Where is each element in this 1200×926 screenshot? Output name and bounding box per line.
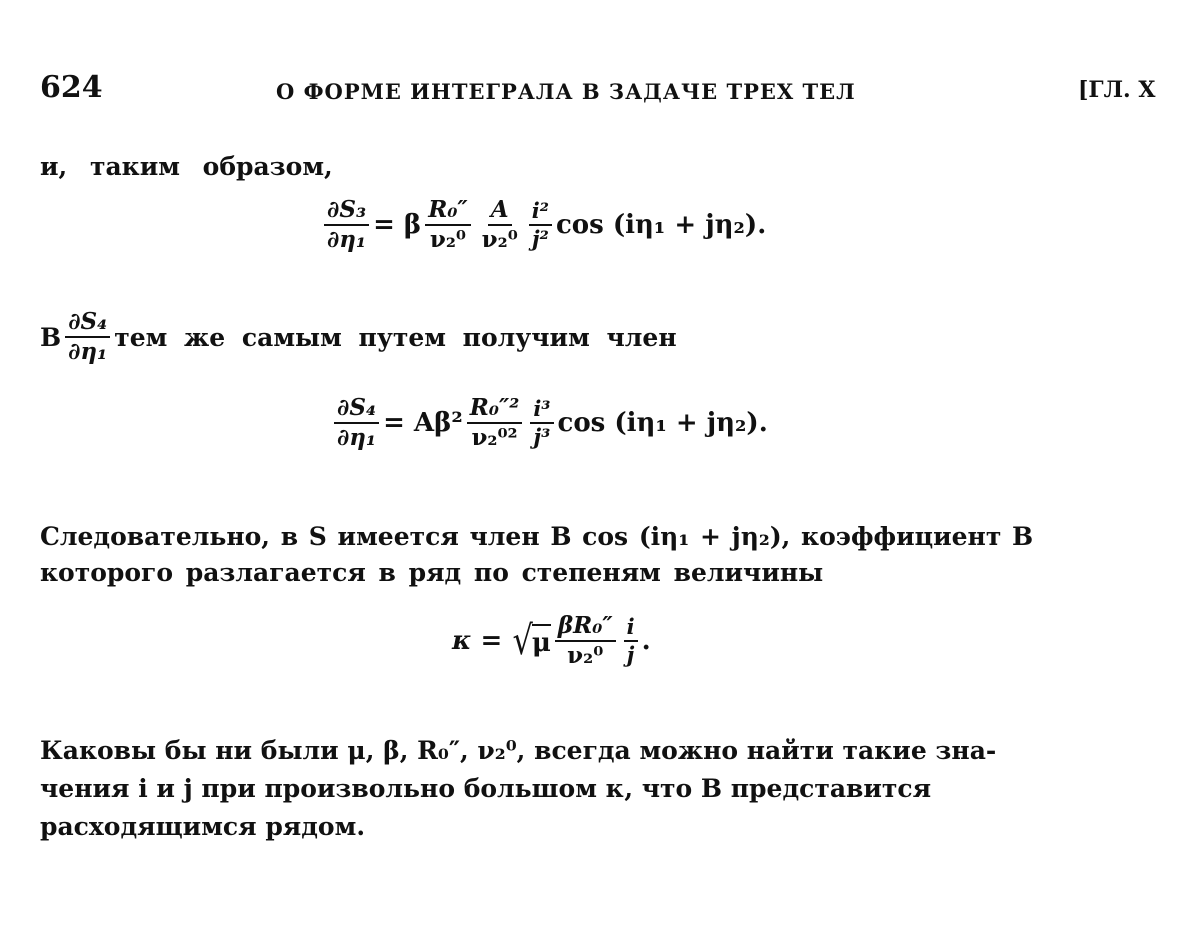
- para2-frac-denominator: ∂η₁: [68, 338, 108, 366]
- eq1-fraction-3: [529, 200, 552, 250]
- eq3-tail: .: [641, 626, 651, 657]
- eq2-f2-denominator: j³: [533, 424, 551, 450]
- equation-1: [320, 198, 766, 252]
- eq3-f1-numerator: βR₀″: [555, 614, 616, 642]
- eq3-fraction-2: [624, 616, 638, 666]
- radical-sign: √: [512, 618, 534, 665]
- eq3-f1-denominator: ν₂⁰: [567, 642, 604, 670]
- eq1-lhs-fraction: [324, 198, 369, 252]
- eq2-coefficient: = Aβ²: [383, 408, 463, 439]
- eq2-lhs-denominator: ∂η₁: [337, 424, 377, 452]
- eq3-f2-numerator: i: [624, 616, 638, 642]
- paragraph-4-line-2: чения i и j при произвольно большом κ, что B представится: [40, 774, 932, 803]
- eq2-tail: cos (iη₁ + jη₂).: [557, 408, 768, 439]
- eq2-fraction-1: [467, 396, 523, 450]
- eq1-f1-numerator: R₀″: [425, 198, 470, 226]
- paragraph-2: [40, 310, 677, 364]
- equation-2: [330, 396, 768, 450]
- eq3-fraction-1: [555, 614, 616, 668]
- eq2-fraction-2: [530, 398, 553, 448]
- para2-fraction: [65, 310, 110, 364]
- eq3-radicand: μ: [532, 624, 551, 658]
- paragraph-4-line-3: расходящимся рядом.: [40, 812, 366, 841]
- eq2-lhs-numerator: ∂S₄: [334, 396, 379, 424]
- eq1-f1-denominator: ν₂⁰: [429, 226, 466, 254]
- eq2-f2-numerator: i³: [530, 398, 553, 424]
- para2-start: В: [40, 322, 62, 352]
- eq2-f1-denominator: ν₂⁰²: [471, 424, 518, 452]
- page-number: 624: [40, 70, 103, 105]
- para2-frac-numerator: ∂S₄: [65, 310, 110, 338]
- eq1-f2-numerator: A: [488, 198, 512, 226]
- eq1-fraction-2: [479, 198, 521, 252]
- eq3-f2-denominator: j: [626, 642, 635, 668]
- equation-3: [452, 614, 651, 668]
- paragraph-1: и, таким образом,: [40, 152, 333, 181]
- chapter-marker: [ГЛ. X: [1078, 77, 1156, 103]
- running-title: О ФОРМЕ ИНТЕГРАЛА В ЗАДАЧЕ ТРЕХ ТЕЛ: [276, 79, 856, 104]
- eq1-lhs-denominator: ∂η₁: [327, 226, 367, 254]
- eq1-coefficient: = β: [373, 210, 422, 241]
- paragraph-3-line-1: Следовательно, в S имеется член B cos (iη₁ + jη₂), коэффициент B: [40, 522, 1034, 551]
- eq1-tail: cos (iη₁ + jη₂).: [555, 210, 767, 241]
- eq1-f2-denominator: ν₂⁰: [481, 226, 518, 254]
- eq1-f3-denominator: j²: [531, 226, 549, 252]
- eq1-f3-numerator: i²: [529, 200, 552, 226]
- eq2-lhs-fraction: [334, 396, 379, 450]
- eq1-fraction-1: [425, 198, 470, 252]
- eq3-lhs: κ =: [452, 626, 503, 657]
- paragraph-4-line-1: Каковы бы ни были μ, β, R₀″, ν₂⁰, всегда можно найти такие зна-: [40, 736, 997, 765]
- paragraph-3-line-2: которого разлагается в ряд по степеням величины: [40, 558, 824, 587]
- eq1-lhs-numerator: ∂S₃: [324, 198, 369, 226]
- para2-rest: тем же самым путем получим член: [114, 322, 677, 352]
- eq2-f1-numerator: R₀″²: [467, 396, 523, 424]
